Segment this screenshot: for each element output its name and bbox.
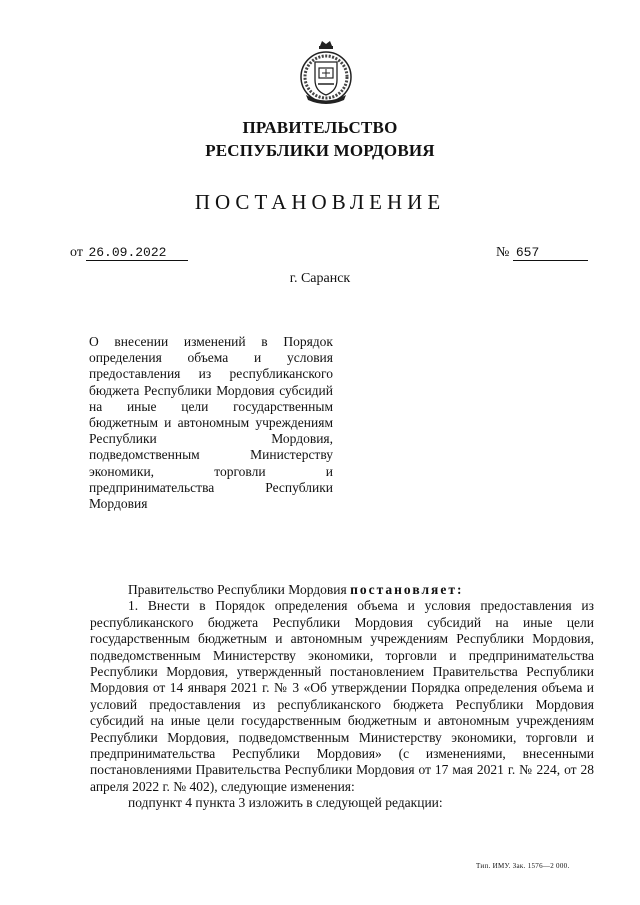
document-body: [90, 582, 594, 812]
document-date: 26.09.2022: [86, 245, 188, 261]
organization-name-line2: РЕСПУБЛИКИ МОРДОВИЯ: [205, 141, 435, 160]
decree-word: постановляет:: [350, 582, 464, 597]
document-number: 657: [513, 245, 588, 261]
organization-name-line1: ПРАВИТЕЛЬСТВО: [242, 118, 398, 137]
number-row: [496, 245, 588, 261]
date-prefix: от: [70, 245, 83, 260]
date-row: [70, 245, 188, 261]
item-1-paragraph: 1. Внести в Порядок определения объема и условия предоставления из республиканского бюджета Республики Мордовия субсидий на иные цели государственным бюджетным и автономным учреждениям Республики Мордовия, подведомственным Министерству экономики, торговли и предпринимательства Республики Мордовия, утвержденный постановлением Правительства Республики Мордовия от 14 января 2021 г. № 3 «Об утверждении Порядка определения объема и условий предоставления из республиканского бюджета Республики Мордовия субсидий на иные цели государственным бюджетным и автономным учреждениям Республики Мордовия, подведомственным Министерству экономики, торговли и предпринимательства Республики Мордовия» (с изменениями, внесенными постановлениями Правительства Республики Мордовия от 17 мая 2021 г. № 224, от 28 апреля 2022 г. № 402), следующие изменения:: [90, 598, 594, 794]
city-name: г. Саранск: [289, 271, 351, 286]
preamble-text: Правительство Республики Мордовия: [128, 582, 347, 597]
document-subject: О внесении изменений в Порядок определения объема и условия предоставления из республиканского бюджета Республики Мордовия субсидий на иные цели государственным бюджетным и автономным учреждениям Республики Мордовия, подведомственным Министерству экономики, торговли и предпринимательства Республики Мордовия: [89, 334, 333, 512]
number-prefix: №: [496, 245, 510, 260]
coat-of-arms-icon: [298, 40, 354, 108]
preamble-paragraph: [90, 582, 594, 598]
print-mark: Тип. ИМУ. Зак. 1576—2 000.: [476, 862, 570, 870]
document-type-title: ПОСТАНОВЛЕНИЕ: [194, 190, 446, 214]
sub-item-paragraph: подпункт 4 пункта 3 изложить в следующей редакции:: [128, 795, 443, 811]
